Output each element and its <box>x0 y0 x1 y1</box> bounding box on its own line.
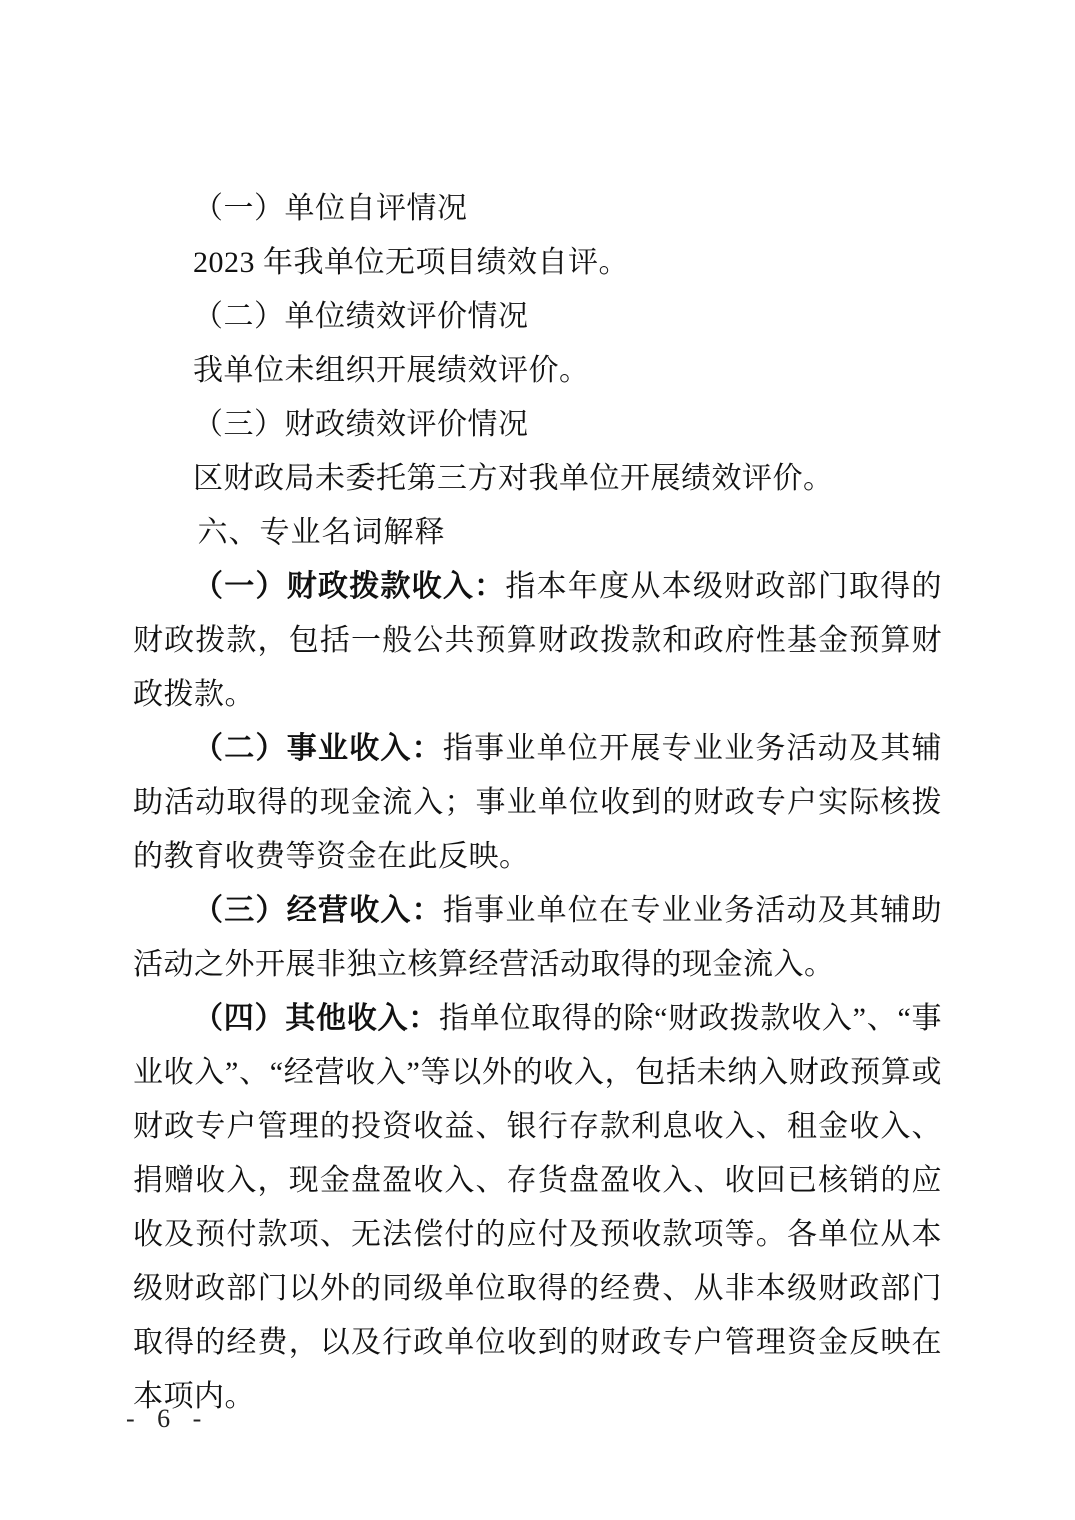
term-label-institution-income: （二）事业收入： <box>193 732 443 765</box>
heading-fiscal-performance-evaluation: （三）财政绩效评价情况 <box>193 408 529 441</box>
glossary-term-business-income <box>133 884 942 992</box>
term-definition-business-income: 指事业单位在专业业务活动及其辅助活动之外开展非独立核算经营活动取得的现金流入。 <box>133 894 943 981</box>
document-text-block <box>133 182 942 1424</box>
glossary-term-other-income <box>133 992 942 1424</box>
body-unit-performance-evaluation: 我单位未组织开展绩效评价。 <box>193 354 590 387</box>
page-number: - 6 - <box>126 1404 210 1433</box>
heading-self-evaluation: （一）单位自评情况 <box>193 192 468 225</box>
heading-glossary: 六、专业名词解释 <box>197 516 446 549</box>
term-label-business-income: （三）经营收入： <box>193 894 443 927</box>
term-label-fiscal-appropriation-income: （一）财政拨款收入： <box>193 570 506 603</box>
heading-unit-performance-evaluation: （二）单位绩效评价情况 <box>193 300 529 333</box>
term-label-other-income: （四）其他收入： <box>193 1002 439 1035</box>
body-fiscal-performance-evaluation: 区财政局未委托第三方对我单位开展绩效评价。 <box>193 462 834 495</box>
glossary-term-operating-income-of-institution <box>133 722 942 884</box>
term-definition-other-income: 指单位取得的除“财政拨款收入”、“事业收入”、“经营收入”等以外的收入，包括未纳入财政预算或财政专户管理的投资收益、银行存款利息收入、租金收入、捐赠收入，现金盘盈收入、存货盘盈收入、收回已核销的应收及预付款项、无法偿付的应付及预收款项等。各单位从本级财政部门以外的同级单位取得的经费、从非本级财政部门取得的经费，以及行政单位收到的财政专户管理资金反映在本项内。 <box>133 1002 942 1413</box>
term-definition-fiscal-appropriation-income: 指本年度从本级财政部门取得的财政拨款，包括一般公共预算财政拨款和政府性基金预算财政拨款。 <box>133 570 943 711</box>
glossary-term-fiscal-appropriation-income <box>133 560 942 722</box>
term-definition-institution-income: 指事业单位开展专业业务活动及其辅助活动取得的现金流入；事业单位收到的财政专户实际核拨的教育收费等资金在此反映。 <box>133 732 943 873</box>
body-self-evaluation: 2023 年我单位无项目绩效自评。 <box>193 246 629 279</box>
